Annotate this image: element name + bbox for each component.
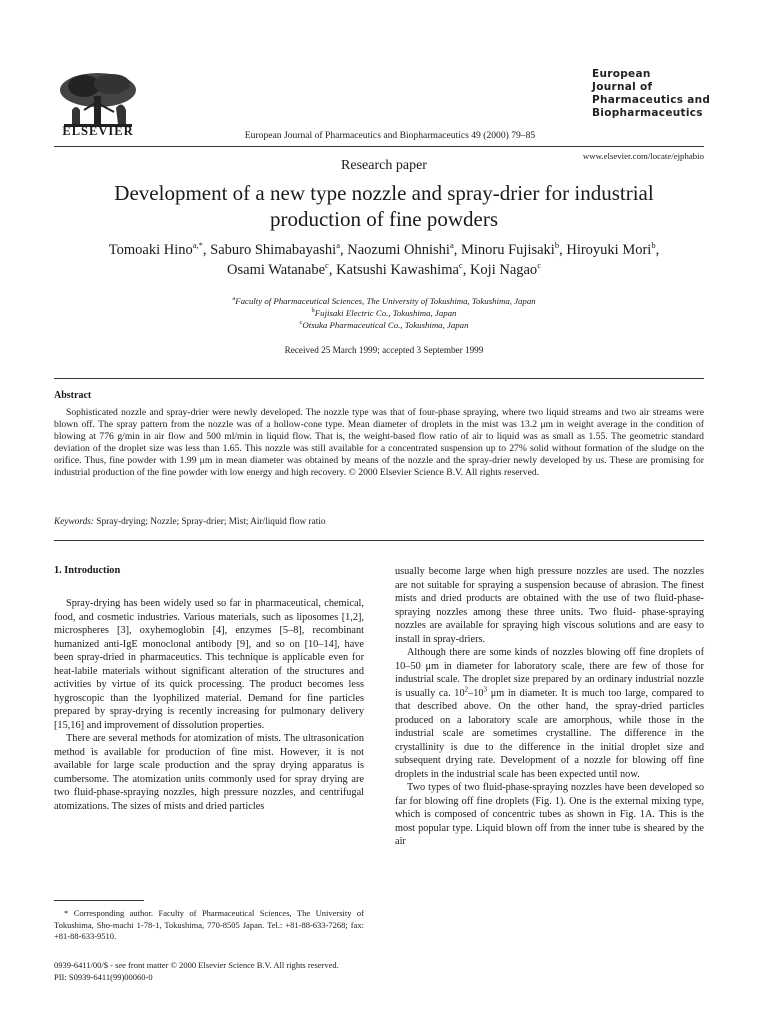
author-affiliation-mark: c bbox=[458, 260, 463, 271]
affiliation bbox=[0, 320, 768, 332]
pii-line: PII: S0939-6411(99)00060-0 bbox=[54, 971, 153, 982]
body-paragraph bbox=[395, 646, 704, 781]
abstract-text: Sophisticated nozzle and spray-drier were newly developed. The nozzle type was that of four-phase spraying, where two liquid streams and two air streams were blown off. The spray pattern from the nozzle was of a hollow-cone type. Mean diameter of droplets in the mist was 13.2 μm in weight average in the condition of blowing at 776 g/min in air flow and 500 ml/min in liquid flow. That is, the weight-based flow ratio of air to liquid was as small as 1.55. The geometric standard deviation of the droplet size was less than 1.65. This nozzle was still available for a concentrated suspension up to 27% solid without formation of the sludge on the orifice. Thus, fine powder with 1.99 μm in mean diameter was obtained by means of the nozzle and the spray-drier newly developed by us. These are promising for industrial production of the fine powder with low energy and high recovery. © 2000 Elsevier Science B.V. All rights reserved. bbox=[54, 407, 704, 479]
affiliation-mark: b bbox=[311, 306, 315, 314]
author-separator: , bbox=[462, 262, 470, 278]
author-list bbox=[40, 240, 728, 280]
affiliation-mark: c bbox=[299, 318, 303, 326]
copyright-line: 0939-6411/00/$ - see front matter © 2000 Elsevier Science B.V. All rights reserved. bbox=[54, 960, 339, 970]
body-paragraph: Two types of two fluid-phase-spraying nozzles have been developed so far for blowing off fine droplets (Fig. 1). One is the external mixing type, which is composed of concentric tubes as shown in Fig. 1A. This is the most popular type. Liquid blown off from the inner tube is sheared by the air bbox=[395, 782, 704, 847]
body-paragraph: There are several methods for atomization of mists. The ultrasonication method is available for production of fine mist. However, it is not available for large scale production and the spray drying apparatus is cumbersome. The atomization units commonly used for spray drying are two fluid-phase-spraying nozzles, high pressure nozzles, and centrifugal atomizations. The sizes of mists and dried particles bbox=[54, 733, 364, 812]
exponent: 2 bbox=[464, 685, 469, 694]
corresponding-author-footnote: * Corresponding author. Faculty of Pharmaceutical Sciences, The University of Tokushima, Sho-machi 1-78-1, Tokushima, 770-8505 Japan. Tel.: +81-88-633-7268; fax: +81-88-633-9510. bbox=[54, 908, 364, 941]
author-affiliation-mark: b bbox=[554, 240, 560, 251]
publisher-name: ELSEVIER bbox=[62, 124, 134, 138]
affiliation-text: Fujisaki Electric Co., Tokushima, Japan bbox=[314, 307, 457, 318]
author-name: Osami Watanabe bbox=[227, 262, 326, 278]
abstract-bottom-divider bbox=[54, 540, 704, 541]
author-separator: , bbox=[559, 242, 567, 258]
keywords bbox=[54, 517, 704, 527]
keywords-list: Spray-drying; Nozzle; Spray-drier; Mist; Air/liquid flow ratio bbox=[96, 517, 326, 527]
affiliation-list bbox=[0, 296, 768, 331]
journal-url-link[interactable]: www.elsevier.com/locate/ejphabio bbox=[582, 151, 704, 161]
author-affiliation-mark: c bbox=[325, 260, 329, 271]
abstract-top-divider bbox=[54, 378, 704, 379]
author-name: Tomoaki Hino bbox=[108, 242, 193, 258]
body-paragraph: Spray-drying has been widely used so far in pharmaceutical, chemical, food, and cosmetic industries. Various materials, such as liposomes [1,2], microspheres [3], oxyhemoglobin [4], enzymes [5–8], recombinant humanized anti-IgE monoclonal antibody [9], and so on [10–14], have been spray-dried in pharmaceutics. This technique is applicable even for heat-labile materials without significant alteration of the structures and activities by virtue of its quick processing. The product becomes less hygroscopic than the lyophilized material. Demand for fine particles prepared by spray-drying is recently increasing for pulmonary delivery [15,16] and improvement of dissolution properties. bbox=[54, 598, 364, 731]
journal-brand-line: Journal of bbox=[592, 81, 653, 93]
paper-title: Development of a new type nozzle and spray-drier for industrial production of fine powders bbox=[114, 181, 654, 231]
front-matter bbox=[54, 960, 474, 983]
keywords-label: Keywords: bbox=[54, 517, 94, 527]
affiliation bbox=[0, 296, 768, 308]
right-column bbox=[395, 565, 704, 849]
author-name: Saburo Shimabayashi bbox=[210, 242, 337, 258]
section-heading: 1. Introduction bbox=[54, 565, 121, 576]
author-separator: , bbox=[202, 242, 211, 258]
author-affiliation-mark: a,* bbox=[192, 240, 203, 251]
author-separator: , bbox=[340, 242, 348, 258]
author-affiliation-mark: a bbox=[336, 240, 340, 251]
author-name: Katsushi Kawashima bbox=[336, 262, 459, 278]
author-affiliation-mark: c bbox=[537, 260, 541, 271]
journal-citation: European Journal of Pharmaceutics and Biopharmaceutics 49 (2000) 79–85 bbox=[244, 130, 536, 141]
affiliation bbox=[0, 308, 768, 320]
footnote-divider bbox=[54, 900, 144, 901]
journal-brand-line: Biopharmaceutics bbox=[592, 107, 703, 119]
body-paragraph: usually become large when high pressure nozzles are used. The nozzles are not suitable for spraying a suspension because of abrasion. The finest mists and dried products are obtained with the use of two fluid-phase-spraying nozzles among these three units. Two fluid- phase-spraying nozzles are available for spraying high viscous solutions and are easy to install in spray-driers. bbox=[395, 566, 704, 645]
author-affiliation-mark: a bbox=[449, 240, 454, 251]
abstract-heading: Abstract bbox=[54, 390, 92, 401]
text-run: Although there are some kinds of nozzles blowing off fine droplets of 10–50 μm in diameter for laboratory scale, there are few of those for industrial scale. The droplet size prepared by an ordinary industrial nozzle is usually ca. 10 bbox=[395, 647, 704, 699]
author-separator: , bbox=[328, 262, 337, 278]
left-column bbox=[54, 597, 364, 813]
journal-brand-line: Pharmaceutics and bbox=[592, 94, 711, 106]
author-name: Hiroyuki Mori bbox=[566, 242, 652, 258]
author-separator: , bbox=[655, 242, 660, 258]
author-name: Koji Nagao bbox=[469, 262, 538, 278]
exponent: 3 bbox=[483, 685, 488, 694]
affiliation-text: Otsuka Pharmaceutical Co., Tokushima, Japan bbox=[302, 319, 469, 330]
affiliation-mark: a bbox=[232, 295, 236, 303]
affiliation-text: Faculty of Pharmaceutical Sciences, The University of Tokushima, Tokushima, Japan bbox=[235, 296, 536, 306]
author-name: Minoru Fujisaki bbox=[460, 242, 555, 258]
text-run: –10 bbox=[468, 687, 484, 699]
journal-brand-line: European bbox=[592, 68, 651, 80]
received-dates: Received 25 March 1999; accepted 3 September 1999 bbox=[284, 345, 484, 355]
author-affiliation-mark: b bbox=[651, 240, 656, 251]
author-separator: , bbox=[453, 242, 461, 258]
author-name: Naozumi Ohnishi bbox=[347, 242, 450, 258]
paper-type: Research paper bbox=[341, 158, 427, 173]
journal-brand-logo bbox=[592, 68, 712, 120]
header-divider bbox=[54, 146, 704, 147]
text-run: μm in diameter. It is much too large, compared to that described above. On the other hand, the spray-dried particles produced on a laboratory scale are amorphous, while those in the industrial scale are sometimes crystalline. The difference in the crystallinity is due to the difference in the initial droplet size and subsequent drying rate. Development of a nozzle for blowing off fine droplets in the industrial scale has been expected until now. bbox=[395, 687, 704, 780]
